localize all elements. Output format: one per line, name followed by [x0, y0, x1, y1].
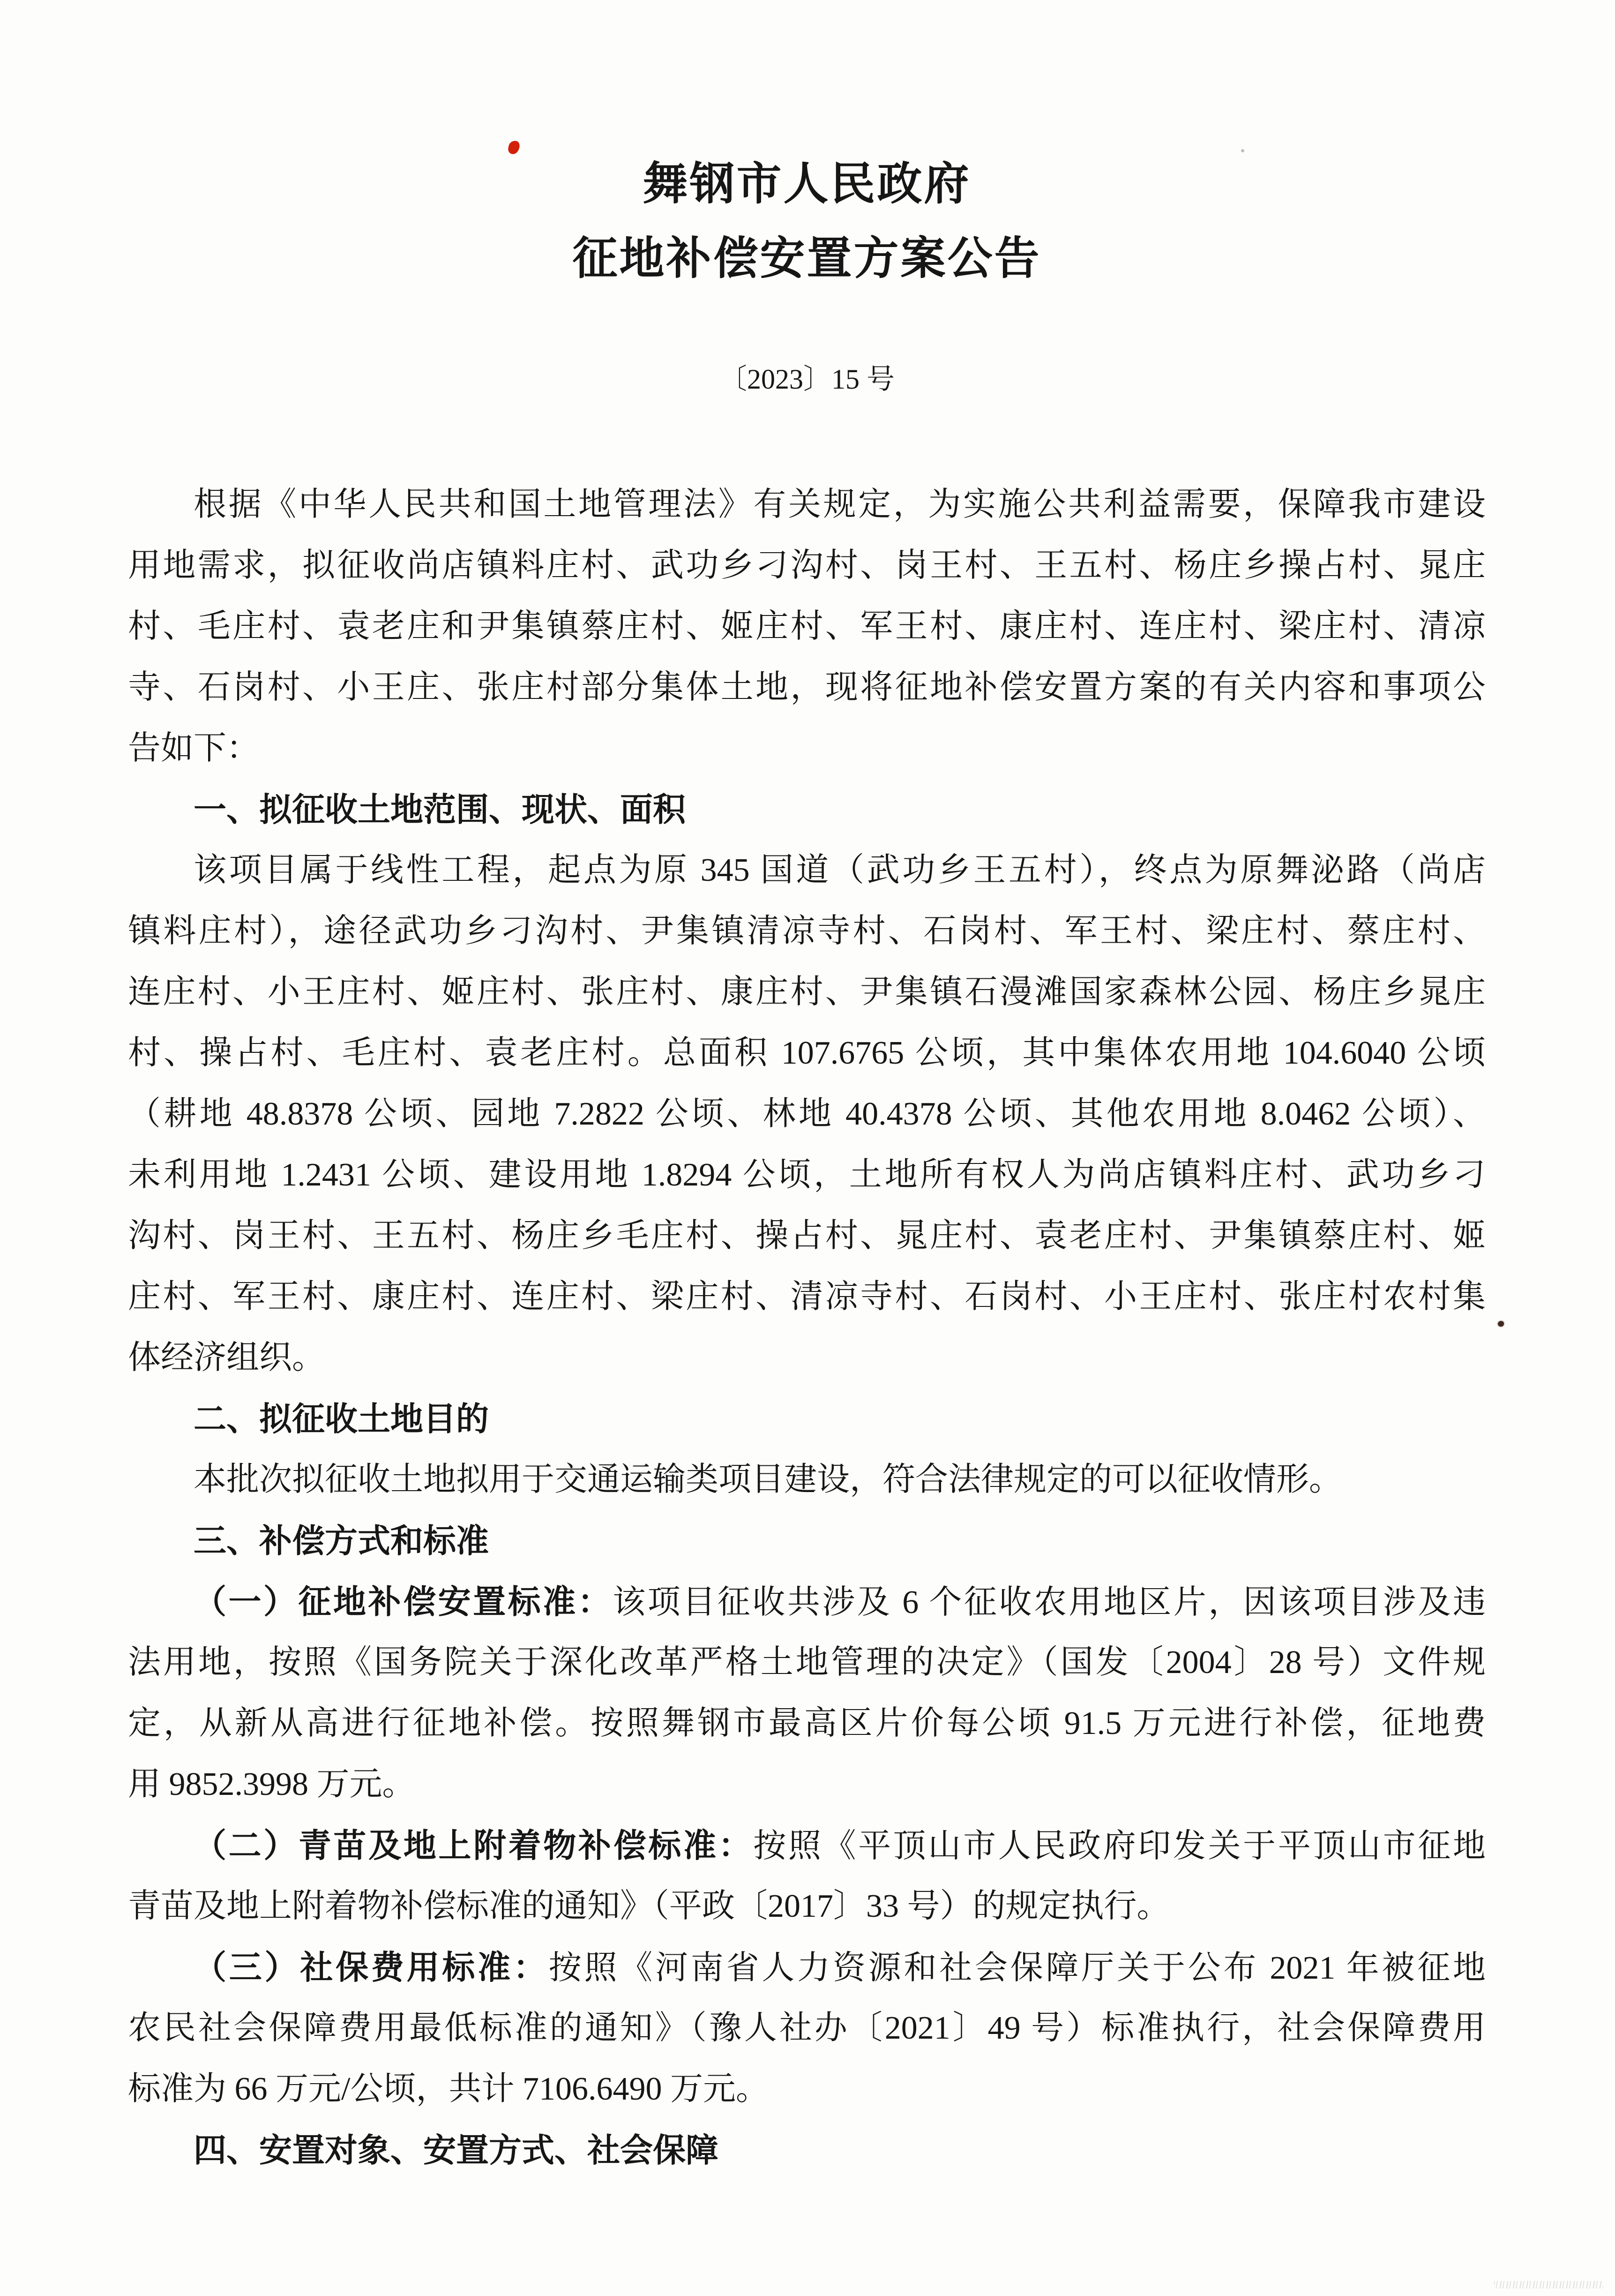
line-text: 沟村、岗王村、王五村、杨庄乡毛庄村、操占村、晁庄村、袁老庄村、尹集镇蔡庄村、姬	[128, 1218, 1486, 1254]
text-line	[128, 1632, 1486, 1693]
text-line	[128, 1815, 1486, 1876]
line-text: 青苗及地上附着物补偿标准的通知》（平政〔2017〕33 号）的规定执行。	[128, 1888, 1170, 1924]
ink-blot-dot	[1498, 1321, 1504, 1327]
section-heading	[128, 1388, 1486, 1449]
line-text: 定，从新从高进行征地补偿。按照舞钢市最高区片价每公顷 91.5 万元进行补偿，征地费	[128, 1705, 1486, 1741]
document-title-line1: 舞钢市人民政府	[643, 159, 971, 209]
text-line	[128, 718, 1486, 779]
line-text: 标准为 66 万元/公顷，共计 7106.6490 万元。	[128, 2071, 769, 2107]
line-text: 二、拟征收土地目的	[194, 1401, 489, 1437]
line-text: 按照《平顶山市人民政府印发关于平顶山市征地	[753, 1828, 1486, 1864]
line-text: 村、操占村、毛庄村、袁老庄村。总面积 107.6765 公顷，其中集体农用地 104.6040 公顷	[128, 1035, 1486, 1071]
text-line	[128, 1876, 1486, 1937]
lead-in-label: （一）征地补偿安置标准：	[194, 1583, 613, 1620]
document-number: 〔2023〕15 号	[719, 364, 895, 395]
text-line	[128, 2059, 1486, 2120]
text-line	[128, 1206, 1486, 1267]
scan-noise-band	[1494, 2281, 1603, 2288]
line-text: 用 9852.3998 万元。	[128, 1766, 415, 1802]
line-text: 该项目征收共涉及 6 个征收农用地区片，因该项目涉及违	[613, 1584, 1486, 1621]
text-line	[128, 596, 1486, 657]
line-text: （耕地 48.8378 公顷、园地 7.2822 公顷、林地 40.4378 公顷、其他农用地 8.0462 公顷）、	[128, 1096, 1486, 1132]
text-line	[128, 1267, 1486, 1328]
document	[128, 0, 1486, 2181]
section-heading	[128, 2120, 1486, 2181]
lead-in-label: （二）青苗及地上附着物补偿标准：	[194, 1827, 754, 1864]
text-line	[128, 1328, 1486, 1388]
line-text: 根据《中华人民共和国土地管理法》有关规定，为实施公共利益需要，保障我市建设	[194, 487, 1486, 523]
line-text: 庄村、军王村、康庄村、连庄村、梁庄村、清凉寺村、石岗村、小王庄村、张庄村农村集	[128, 1279, 1486, 1315]
document-title-line2: 征地补偿安置方案公告	[572, 233, 1041, 284]
line-text: 本批次拟征收土地拟用于交通运输类项目建设，符合法律规定的可以征收情形。	[194, 1462, 1342, 1498]
text-line	[128, 1937, 1486, 1998]
text-line	[128, 901, 1486, 962]
line-text: 一、拟征收土地范围、现状、面积	[194, 791, 686, 828]
text-line	[128, 840, 1486, 901]
line-text: 该项目属于线性工程，起点为原 345 国道（武功乡王五村），终点为原舞泌路（尚店	[194, 852, 1486, 888]
line-text: 农民社会保障费用最低标准的通知》（豫人社办〔2021〕49 号）标准执行，社会保障费用	[128, 2010, 1486, 2046]
text-line	[128, 1145, 1486, 1206]
line-text: 三、补偿方式和标准	[194, 1523, 489, 1559]
text-line	[128, 962, 1486, 1023]
section-heading	[128, 1510, 1486, 1571]
text-line	[128, 474, 1486, 535]
line-text: 连庄村、小王庄村、姬庄村、张庄村、康庄村、尹集镇石漫滩国家森林公园、杨庄乡晁庄	[128, 974, 1486, 1010]
text-line	[128, 1571, 1486, 1632]
text-line	[128, 1693, 1486, 1754]
line-text: 未利用地 1.2431 公顷、建设用地 1.8294 公顷，土地所有权人为尚店镇料庄村、武功乡刁	[128, 1157, 1486, 1193]
line-text: 村、毛庄村、袁老庄和尹集镇蔡庄村、姬庄村、军王村、康庄村、连庄村、梁庄村、清凉	[128, 608, 1486, 645]
text-line	[128, 1754, 1486, 1815]
text-line	[128, 1084, 1486, 1145]
line-text: 用地需求，拟征收尚店镇料庄村、武功乡刁沟村、岗王村、王五村、杨庄乡操占村、晁庄	[128, 548, 1486, 584]
line-text: 按照《河南省人力资源和社会保障厅关于公布 2021 年被征地	[548, 1950, 1486, 1986]
line-text: 体经济组织。	[128, 1340, 325, 1376]
text-line	[128, 1998, 1486, 2059]
line-text: 寺、石岗村、小王庄、张庄村部分集体土地，现将征地补偿安置方案的有关内容和事项公	[128, 669, 1486, 705]
section-heading	[128, 779, 1486, 840]
line-text: 法用地，按照《国务院关于深化改革严格土地管理的决定》（国发〔2004〕28 号）文件规	[128, 1644, 1486, 1681]
line-text: 镇料庄村），途径武功乡刁沟村、尹集镇清凉寺村、石岗村、军王村、梁庄村、蔡庄村、	[128, 913, 1486, 949]
text-line	[128, 657, 1486, 718]
lead-in-label: （三）社保费用标准：	[194, 1949, 549, 1986]
line-text: 四、安置对象、安置方式、社会保障	[194, 2132, 718, 2168]
text-line	[128, 535, 1486, 596]
line-text: 告如下：	[128, 730, 259, 766]
text-line	[128, 1023, 1486, 1084]
document-body	[128, 474, 1486, 2181]
text-line	[128, 1449, 1486, 1510]
